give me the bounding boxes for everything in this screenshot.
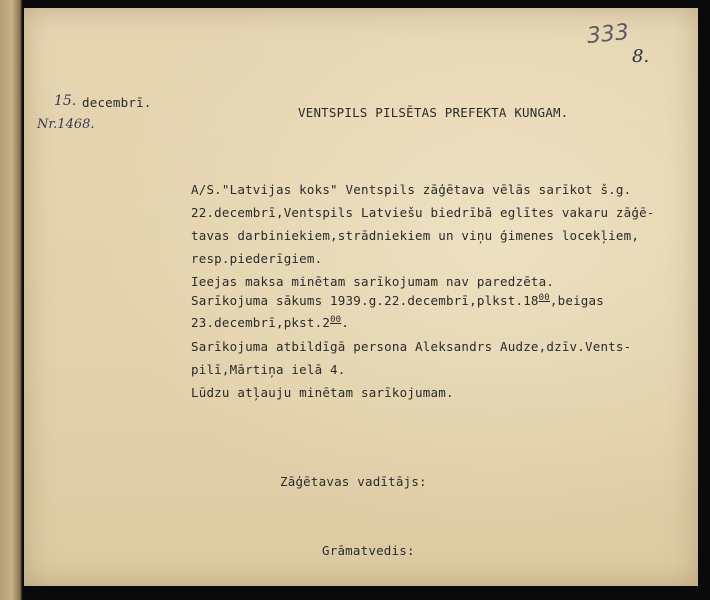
date-month: decembrī. xyxy=(82,95,152,110)
folio-number-ink: 8. xyxy=(632,46,650,67)
permission-request-line: Lūdzu atļauju minētam sarīkojumam. xyxy=(191,385,454,400)
body-line-3: tavas darbiniekiem,strādniekiem un viņu ģimenes locekļiem, xyxy=(191,228,640,243)
body-line-1: A/S."Latvijas koks" Ventspils zāģētava vēlās sarīkot š.g. xyxy=(191,182,632,197)
start-time-text: Sarīkojuma sākums 1939.g.22.decembrī,plkst.18 xyxy=(191,293,539,308)
addressee-line: VENTSPILS PILSĒTAS PREFEKTA KUNGAM. xyxy=(298,105,569,120)
responsible-person-line-1: Sarīkojuma atbildīgā persona Aleksandrs Audze,dzīv.Vents- xyxy=(191,339,632,354)
signature-accountant-label: Grāmatvedis: xyxy=(322,543,415,558)
body-line-4: resp.piederīgiem. xyxy=(191,251,323,266)
registration-number: Nr.1468. xyxy=(37,117,95,132)
date-day: 15. xyxy=(54,93,77,109)
end-time-suffix: . xyxy=(341,315,350,330)
admission-fee-line: Ieejas maksa minētam sarīkojumam nav paredzēta. xyxy=(191,274,555,289)
end-time-text: 23.decembrī,pkst.2 xyxy=(191,315,331,330)
binding-edge xyxy=(0,0,22,600)
responsible-person-line-2: pilī,Mārtiņa ielā 4. xyxy=(191,362,346,377)
letter-page xyxy=(24,8,698,586)
start-time-suffix: ,beigas xyxy=(549,293,604,308)
signature-manager-label: Zāģētavas vadītājs: xyxy=(280,474,427,489)
folio-number-pencil: 333 xyxy=(585,19,631,50)
end-time-line xyxy=(191,316,349,330)
body-line-2: 22.decembrī,Ventspils Latviešu biedrībā eglītes vakaru zāģē- xyxy=(191,205,655,220)
start-time-line xyxy=(191,294,604,308)
end-time-minutes: 00 xyxy=(330,315,342,325)
start-time-minutes: 00 xyxy=(538,293,550,303)
